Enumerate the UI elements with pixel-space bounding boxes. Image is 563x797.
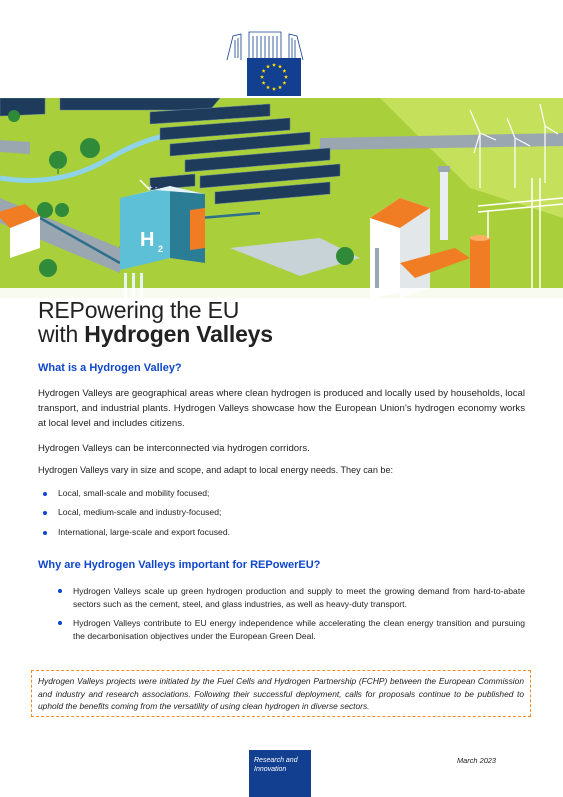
badge-line2: Innovation: [254, 766, 287, 773]
eu-star-icon: [272, 63, 276, 67]
eu-star-icon: [278, 85, 282, 89]
list-item: International, large-scale and export focused.: [58, 527, 230, 537]
paragraph-sizes: Hydrogen Valleys vary in size and scope, and adapt to local energy needs. They can be:: [38, 465, 394, 475]
list-item: Local, medium-scale and industry-focused;: [58, 507, 222, 517]
title-emphasis: Hydrogen Valleys: [84, 321, 273, 347]
partnership-note-box: Hydrogen Valleys projects were initiated by the Fuel Cells and Hydrogen Partnership (FCHP) between the European Commission and industry and research associations. Following their successful deployment, calls for proposals continue to be published to uphold the benefits coming from the versatility of using clean hydrogen in diverse sectors.: [31, 670, 531, 717]
h2-label: H: [140, 229, 155, 251]
title-prefix: with: [38, 321, 85, 347]
eu-star-icon: [262, 69, 266, 73]
list-item: Hydrogen Valleys contribute to EU energy independence while accelerating the clean energy transition and pursuing the decarbonisation objectives under the European Green Deal.: [73, 618, 525, 641]
research-innovation-badge: [249, 750, 311, 797]
section-heading-why-important: Why are Hydrogen Valleys important for REPowerEU?: [38, 559, 321, 571]
eu-star-icon: [266, 85, 270, 89]
eu-star-icon: [262, 81, 266, 85]
badge-line1: Research and: [254, 757, 298, 764]
list-item: Local, small-scale and mobility focused;: [58, 488, 210, 498]
eu-star-icon: [284, 75, 288, 79]
section-heading-what-is: What is a Hydrogen Valley?: [38, 362, 182, 374]
berlaymont-building-icon: [219, 30, 311, 60]
eu-star-icon: [260, 75, 264, 79]
eu-star-icon: [282, 69, 286, 73]
hydrogen-valley-illustration: [0, 98, 563, 298]
h2-subscript: 2: [158, 244, 164, 254]
eu-star-icon: [272, 87, 276, 91]
document-title-line1: REPowering the EU: [38, 297, 240, 323]
document-title-line2: [38, 321, 273, 348]
eu-star-icon: [282, 81, 286, 85]
eu-flag-icon: [247, 58, 301, 96]
eu-star-icon: [278, 64, 282, 68]
svg-text:+ -: + -: [148, 183, 158, 192]
list-item: Hydrogen Valleys scale up green hydrogen production and supply to meet the growing demand from hard-to-abate sectors such as the cement, steel, and glass industries, as well as heavy-duty transport.: [73, 586, 525, 609]
publication-date: March 2023: [457, 756, 497, 765]
paragraph-definition: Hydrogen Valleys are geographical areas where clean hydrogen is produced and locally used by households, local transport, and industrial plants. Hydrogen Valleys showcase how the European Union’s hydrogen economy works at local level and includes citizens.: [38, 388, 525, 429]
eu-star-icon: [266, 64, 270, 68]
paragraph-corridors: Hydrogen Valleys can be interconnected via hydrogen corridors.: [38, 443, 310, 454]
